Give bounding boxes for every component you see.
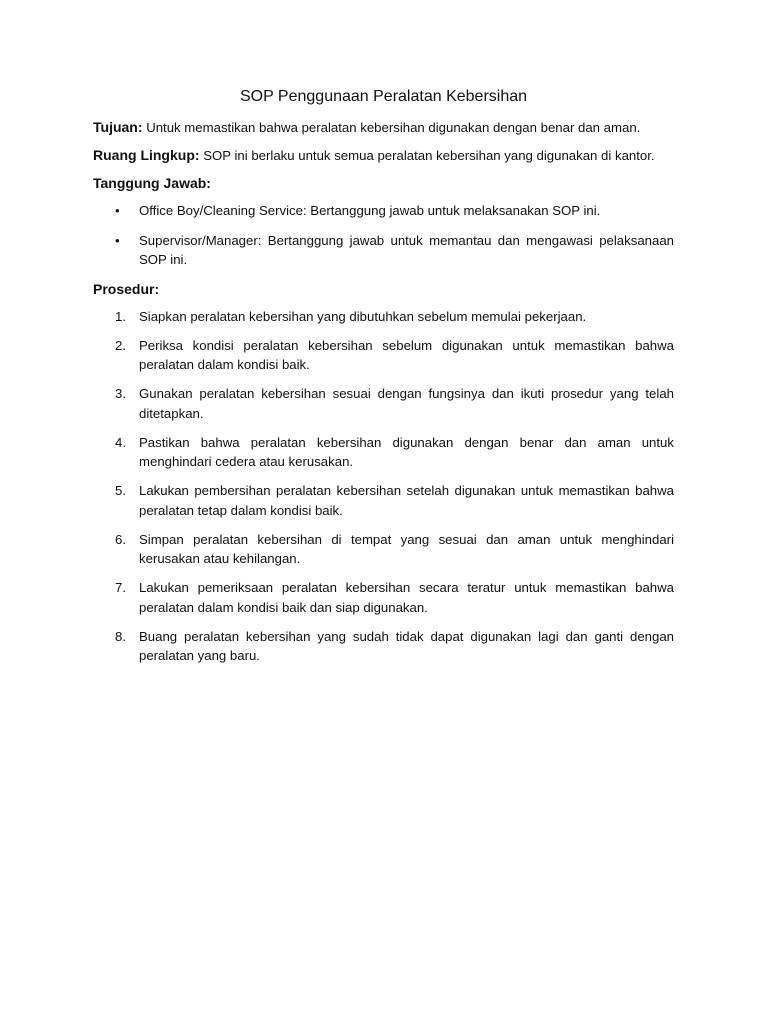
list-item: [93, 530, 674, 569]
list-item: [93, 231, 674, 270]
step-number: 2.: [115, 337, 126, 353]
step-text: Gunakan peralatan kebersihan sesuai dengan fungsinya dan ikuti prosedur yang telah ditetapkan.: [139, 386, 674, 421]
tujuan-paragraph: [93, 118, 674, 137]
list-item-text: Office Boy/Cleaning Service: Bertanggung jawab untuk melaksanakan SOP ini.: [139, 203, 601, 218]
list-item-text: Supervisor/Manager: Bertanggung jawab untuk memantau dan mengawasi pelaksanaan SOP ini.: [139, 232, 674, 267]
prosedur-heading: Prosedur:: [93, 280, 160, 297]
step-number: 3.: [115, 386, 126, 401]
ruang-lingkup-label: Ruang Lingkup:: [93, 147, 200, 163]
bullet-icon: •: [115, 232, 120, 248]
list-item: [93, 627, 674, 666]
step-text: Simpan peralatan kebersihan di tempat yang sesuai dan aman untuk menghindari kerusakan atau kehilangan.: [139, 531, 674, 566]
step-text: Periksa kondisi peralatan kebersihan sebelum digunakan untuk memastikan bahwa peralatan dalam kondisi baik.: [139, 337, 674, 372]
list-item: [93, 481, 674, 520]
tujuan-text: Untuk memastikan bahwa peralatan kebersihan digunakan dengan benar dan aman.: [146, 120, 641, 135]
list-item: [93, 307, 674, 327]
document-title: SOP Penggunaan Peralatan Kebersihan: [239, 88, 528, 105]
step-number: 4.: [115, 434, 126, 450]
tanggung-jawab-list: [93, 201, 674, 270]
step-number: 7.: [115, 580, 126, 595]
step-number: 8.: [115, 628, 126, 644]
list-item: [93, 201, 674, 221]
ruang-lingkup-text: SOP ini berlaku untuk semua peralatan kebersihan yang digunakan di kantor.: [203, 148, 655, 163]
tujuan-label: Tujuan:: [93, 119, 143, 135]
step-number: 1.: [115, 308, 126, 324]
list-item: [93, 433, 674, 472]
step-text: Siapkan peralatan kebersihan yang dibutuhkan sebelum memulai pekerjaan.: [139, 308, 587, 324]
prosedur-list: [93, 307, 674, 666]
bullet-icon: •: [115, 203, 120, 218]
step-text: Buang peralatan kebersihan yang sudah tidak dapat digunakan lagi dan ganti dengan peralatan yang baru.: [139, 628, 674, 663]
step-number: 6.: [115, 531, 126, 547]
step-text: Lakukan pembersihan peralatan kebersihan setelah digunakan untuk memastikan bahwa peralatan tetap dalam kondisi baik.: [139, 483, 674, 518]
list-item: [93, 384, 674, 423]
list-item: [93, 578, 674, 617]
step-text: Pastikan bahwa peralatan kebersihan digunakan dengan benar dan aman untuk menghindari cedera atau kerusakan.: [139, 434, 674, 469]
list-item: [93, 336, 674, 375]
tanggung-jawab-heading: Tanggung Jawab:: [93, 175, 211, 191]
ruang-lingkup-paragraph: [93, 146, 674, 165]
step-text: Lakukan pemeriksaan peralatan kebersihan secara teratur untuk memastikan bahwa peralatan dalam kondisi baik dan siap digunakan.: [139, 580, 674, 615]
step-number: 5.: [115, 483, 126, 498]
